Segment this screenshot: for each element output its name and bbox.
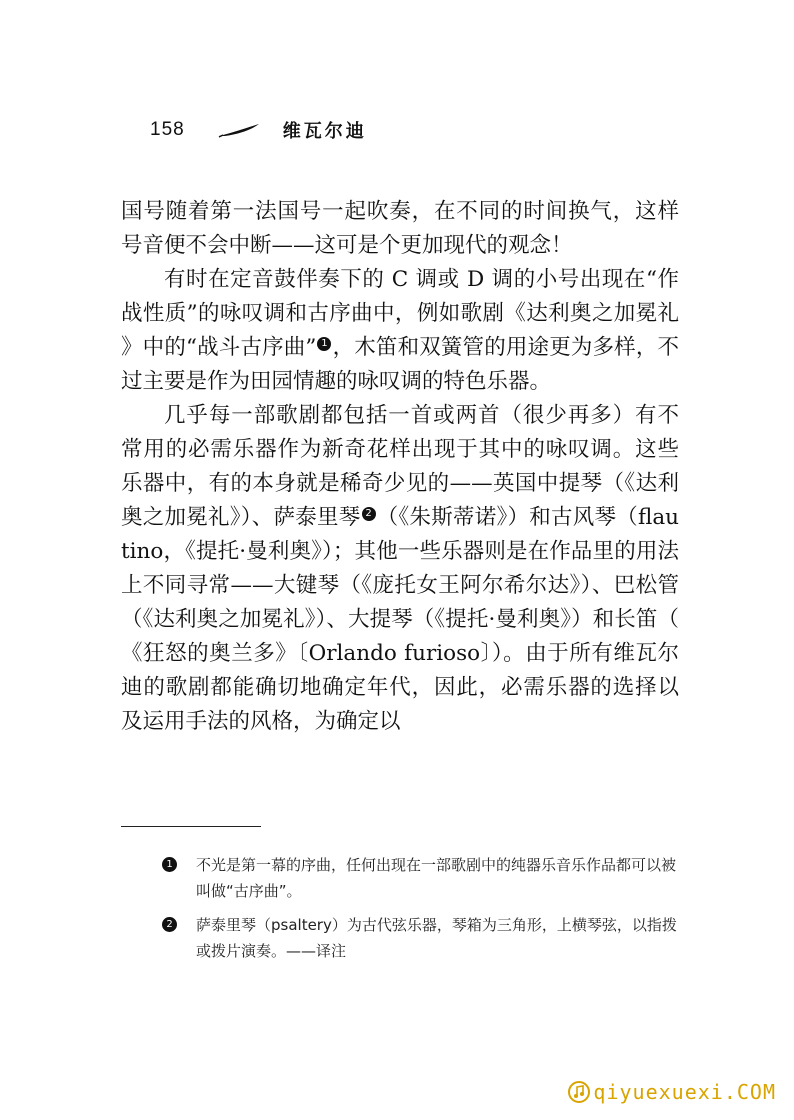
music-note-logo-icon — [568, 1081, 590, 1103]
quill-pen-icon — [217, 122, 261, 138]
paragraph-1: 国号随着第一法国号一起吹奏，在不同的时间换气，这样号音便不会中断——这可是个更加现代的观念！ — [121, 199, 679, 258]
page-number: 158 — [150, 119, 185, 140]
paragraph-2 — [121, 263, 679, 399]
footnote-1 — [162, 852, 686, 904]
site-watermark — [568, 1080, 776, 1104]
paragraph-3-text-b: （《朱斯蒂诺》）和古风琴（flautino，《提托·曼利奥》）；其他一些乐器则是在作品里的用法上不同寻常——大键琴（《庞托女王阿尔希尔达》）、巴松管（《达利奥之加冕礼》）、大提琴（《提托·曼利奥》）和长笛（《狂怒的奥兰多》〔Orlando furioso〕）。由于所有维瓦尔迪的歌剧都能确切地确定年代，因此，必需乐器的选择以及运用手法的风格，为确定以 — [121, 505, 679, 734]
running-title: 维瓦尔迪 — [282, 121, 367, 142]
footnote-2 — [162, 912, 686, 964]
watermark-text: qiyuexuexi.COM — [593, 1080, 776, 1104]
paragraph-2-text-a: 有时在定音鼓伴奏下的 C 调或 D 调的小号出现在“作战性质”的咏叹调和古序曲中，例如歌剧《达利奥之加冕礼》中的“战斗古序曲” — [121, 267, 679, 360]
footnote-divider — [121, 826, 261, 827]
body-text — [121, 195, 679, 739]
paragraph-2-text-b: ，木笛和双簧管的用途更为多样，不过主要是作为田园情趣的咏叹调的特色乐器。 — [121, 335, 679, 394]
page-header — [150, 116, 367, 144]
footnote-1-text: 不光是第一幕的序曲，任何出现在一部歌剧中的纯器乐音乐作品都可以被叫做“古序曲”。 — [196, 856, 677, 900]
footnote-2-text: 萨泰里琴（psaltery）为古代弦乐器，琴箱为三角形，上横琴弦，以指拨或拨片演奏。——译注 — [196, 916, 677, 960]
footnote-ref-2: 2 — [362, 507, 376, 521]
paragraph-3 — [121, 399, 679, 739]
paragraph-3-text-a: 几乎每一部歌剧都包括一首或两首（很少再多）有不常用的必需乐器作为新奇花样出现于其中的咏叹调。这些乐器中，有的本身就是稀奇少见的——英国中提琴（《达利奥之加冕礼》）、萨泰里琴 — [121, 403, 679, 530]
footnotes — [162, 852, 686, 972]
footnote-ref-1: 1 — [317, 337, 331, 351]
footnote-marker-2: 2 — [162, 917, 177, 932]
footnote-marker-1: 1 — [162, 857, 177, 872]
